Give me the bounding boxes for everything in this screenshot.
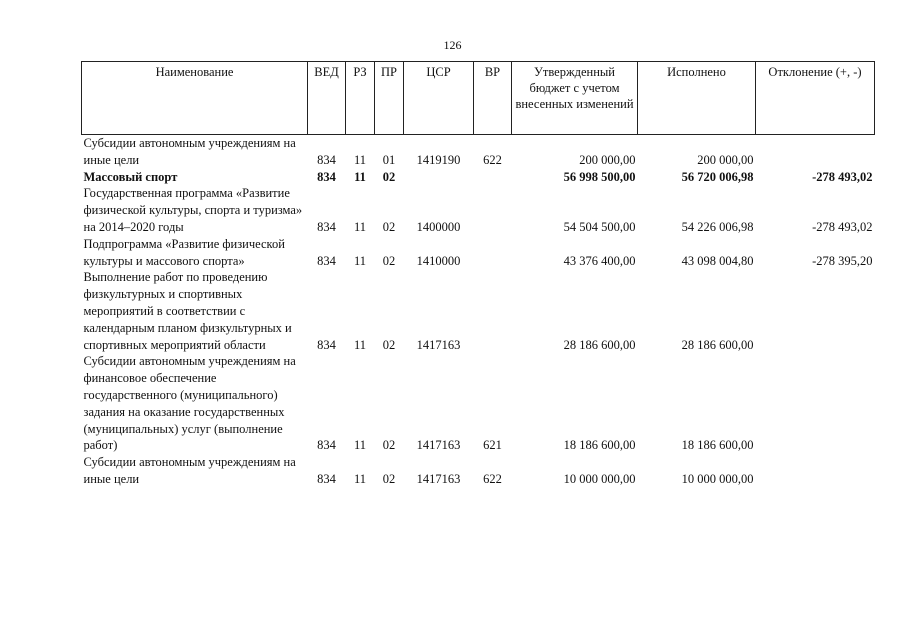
row-name: Массовый спорт [83, 169, 178, 184]
row-approved: 18 186 600,00 [563, 438, 636, 453]
row-approved: 200 000,00 [579, 152, 636, 167]
row-executed: 56 720 006,98 [681, 169, 754, 184]
page-number: 126 [443, 38, 462, 52]
row-rz: 11 [353, 471, 367, 486]
row-rz: 11 [354, 169, 366, 184]
table-row [82, 135, 875, 169]
header-executed: Исполнено [638, 62, 756, 135]
row-rz: 11 [353, 438, 367, 453]
header-ved: ВЕД [308, 62, 346, 135]
header-rz: РЗ [346, 62, 375, 135]
row-executed: 10 000 000,00 [681, 471, 754, 486]
row-csr: 1419190 [416, 152, 461, 167]
header-deviation: Отклонение (+, -) [756, 62, 875, 135]
row-approved: 54 504 500,00 [563, 219, 636, 234]
row-deviation: -278 493,02 [812, 219, 873, 234]
row-ved: 834 [317, 253, 336, 268]
row-deviation: -278 493,02 [812, 169, 873, 184]
row-deviation [756, 135, 875, 169]
header-vr: ВР [474, 62, 512, 135]
row-vr [474, 169, 512, 186]
row-name: Государственная программа «Развитие физической культуры, спорта и туризма» на 2014–2020 годы [83, 186, 303, 234]
row-rz: 11 [353, 253, 367, 268]
row-name: Субсидии автономным учреждениям на иные цели [83, 136, 296, 167]
row-csr: 1417163 [416, 471, 461, 486]
row-approved: 56 998 500,00 [563, 169, 636, 184]
row-csr: 1417163 [416, 337, 461, 352]
row-vr [474, 236, 512, 270]
budget-execution-table [81, 61, 875, 488]
row-vr: 621 [483, 438, 502, 453]
row-executed: 200 000,00 [697, 152, 754, 167]
row-ved: 834 [317, 471, 336, 486]
table-row [82, 269, 875, 353]
row-ved: 834 [317, 438, 336, 453]
header-approved-budget: Утвержденный бюджет с учетом внесенных изменений [512, 62, 638, 135]
row-deviation [756, 353, 875, 454]
row-name: Субсидии автономным учреждениям на иные цели [83, 455, 296, 486]
row-ved: 834 [317, 219, 336, 234]
row-executed: 28 186 600,00 [681, 337, 754, 352]
row-vr: 622 [483, 152, 502, 167]
row-name: Выполнение работ по проведению физкультурных и спортивных мероприятий в соответствии с календарным планом физкультурных и спортивных мероприятий области [83, 270, 292, 352]
header-name: Наименование [82, 62, 308, 135]
table-header-row [82, 62, 875, 135]
row-ved: 834 [317, 169, 336, 184]
row-executed: 43 098 004,80 [681, 253, 754, 268]
row-vr [474, 185, 512, 235]
row-csr: 1400000 [416, 219, 461, 234]
table-row [82, 454, 875, 488]
row-pr: 02 [382, 169, 396, 184]
row-pr: 02 [382, 438, 396, 453]
row-name: Субсидии автономным учреждениям на финансовое обеспечение государственного (муниципального) задания на оказание государственных (муниципальных) услуг (выполнение работ) [83, 354, 296, 453]
row-deviation [756, 269, 875, 353]
row-ved: 834 [317, 337, 336, 352]
header-csr: ЦСР [404, 62, 474, 135]
row-vr [474, 269, 512, 353]
row-csr [404, 169, 474, 186]
row-executed: 54 226 006,98 [681, 219, 754, 234]
row-approved: 43 376 400,00 [563, 253, 636, 268]
header-pr: ПР [375, 62, 404, 135]
row-csr: 1410000 [416, 253, 461, 268]
table-row [82, 169, 875, 186]
row-csr: 1417163 [416, 438, 461, 453]
table-row [82, 236, 875, 270]
row-deviation [756, 454, 875, 488]
row-rz: 11 [353, 337, 367, 352]
row-pr: 02 [382, 337, 396, 352]
row-executed: 18 186 600,00 [681, 438, 754, 453]
row-pr: 02 [382, 471, 396, 486]
row-vr: 622 [483, 471, 502, 486]
row-ved: 834 [317, 152, 336, 167]
table-row [82, 185, 875, 235]
row-pr: 02 [382, 219, 396, 234]
row-name: Подпрограмма «Развитие физической культуры и массового спорта» [83, 236, 285, 268]
row-pr: 01 [382, 152, 396, 167]
row-approved: 10 000 000,00 [563, 471, 636, 486]
row-pr: 02 [382, 253, 396, 268]
table-row [82, 353, 875, 454]
row-rz: 11 [353, 152, 367, 167]
row-deviation: -278 395,20 [812, 253, 873, 268]
row-approved: 28 186 600,00 [563, 337, 636, 352]
row-rz: 11 [353, 219, 367, 234]
